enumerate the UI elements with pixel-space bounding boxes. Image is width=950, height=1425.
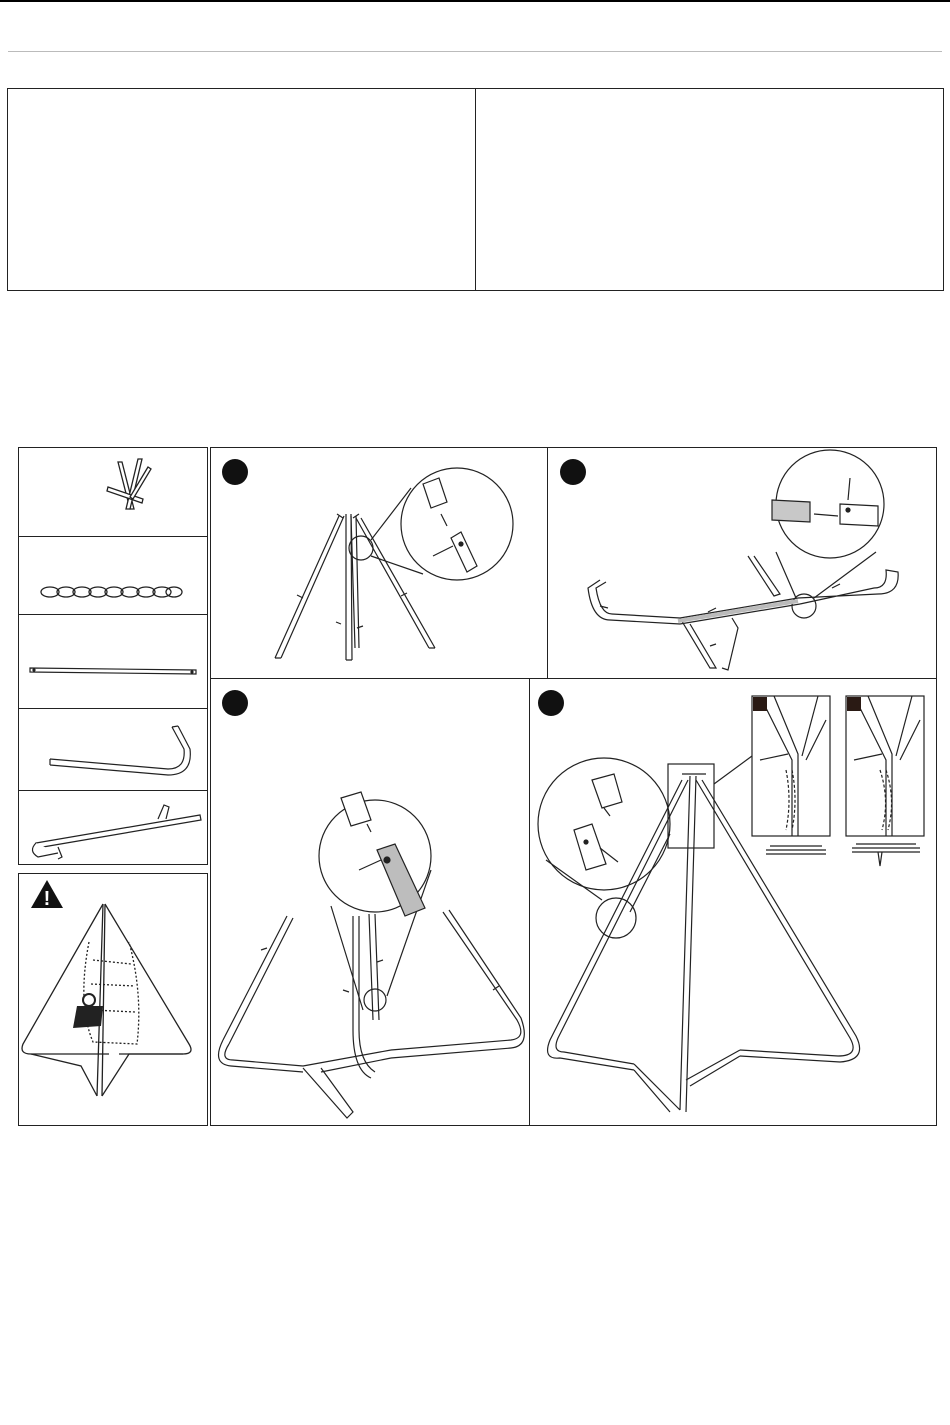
top-rule — [0, 0, 950, 2]
part-curved-pole — [18, 709, 208, 791]
warning-panel — [18, 873, 208, 1126]
header-right-cell — [476, 89, 943, 290]
weight-icon — [73, 994, 103, 1028]
step-3-illustration — [211, 680, 529, 1126]
loaded-stand-figure — [22, 904, 191, 1096]
part-base-pole — [18, 791, 208, 865]
inset-b-tag — [847, 697, 861, 711]
curved-pole-icon — [18, 709, 208, 791]
header-left-cell — [8, 89, 475, 290]
step-2-illustration — [548, 448, 936, 678]
chain-icon — [18, 537, 208, 615]
connector-hub-icon — [18, 447, 208, 537]
warning-symbol: ! — [43, 888, 51, 910]
part-connector-hub — [18, 447, 208, 537]
step-1-illustration — [211, 448, 547, 678]
step-4-illustration — [530, 680, 936, 1126]
inset-a-tag — [753, 697, 767, 711]
part-chain — [18, 537, 208, 615]
header-divider — [8, 51, 942, 52]
header-table — [7, 88, 944, 291]
straight-pole-icon — [18, 615, 208, 709]
part-straight-pole — [18, 615, 208, 709]
warning-triangle-icon — [31, 880, 63, 910]
base-pole-icon — [18, 791, 208, 865]
